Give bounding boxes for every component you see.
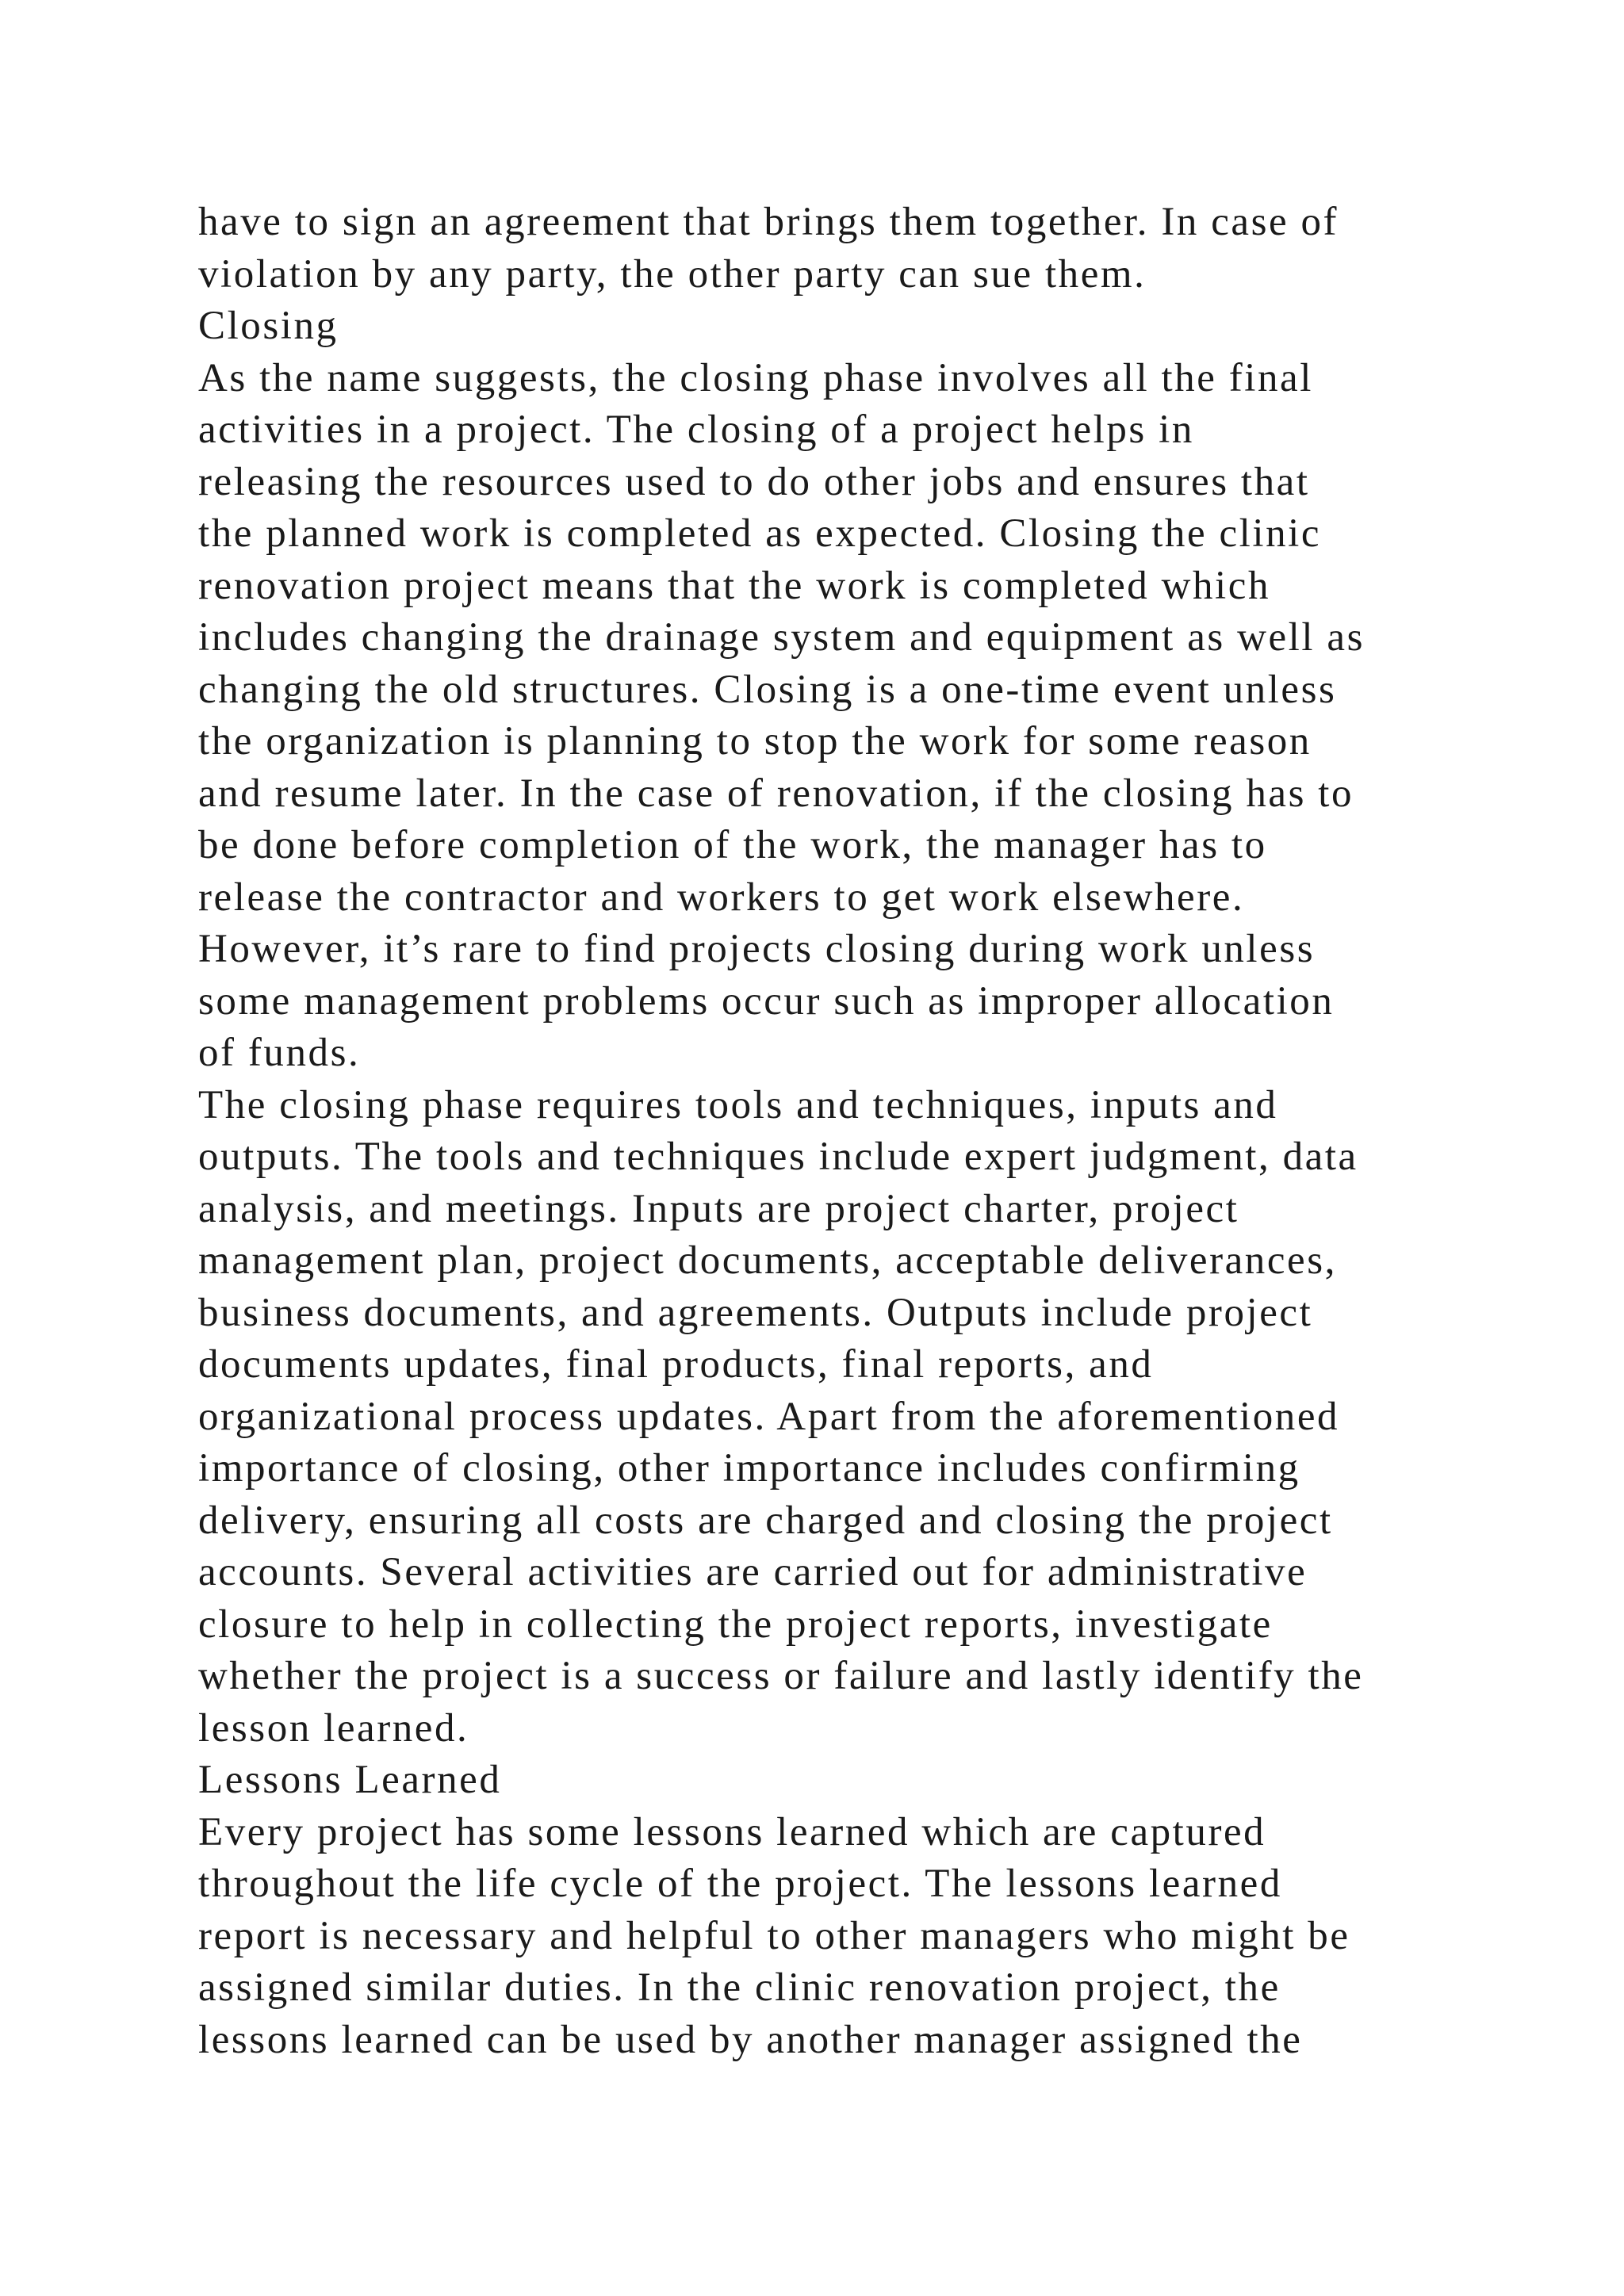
text-line: However, it’s rare to find projects closing during work unless xyxy=(198,927,1316,971)
text-line: business documents, and agreements. Outputs include project xyxy=(198,1290,1313,1335)
text-line: includes changing the drainage system and equipment as well as xyxy=(198,615,1365,660)
text-line: closure to help in collecting the project reports, investigate xyxy=(198,1601,1273,1647)
text-line: accounts. Several activities are carried out for administrative xyxy=(198,1550,1308,1594)
text-line: violation by any party, the other party can sue them. xyxy=(198,251,1147,297)
text-line: activities in a project. The closing of a project helps in xyxy=(198,408,1194,452)
text-line: changing the old structures. Closing is a one-time event unless xyxy=(198,667,1337,712)
text-line: some management problems occur such as improper allocation xyxy=(198,978,1335,1024)
text-line: analysis, and meetings. Inputs are project charter, project xyxy=(198,1186,1239,1231)
text-line: outputs. The tools and techniques include expert judgment, data xyxy=(198,1135,1358,1179)
text-line: of funds. xyxy=(198,1031,361,1075)
text-line: assigned similar duties. In the clinic renovation project, the xyxy=(198,1965,1281,2010)
text-line: Every project has some lessons learned which are captured xyxy=(198,1809,1266,1854)
text-line: report is necessary and helpful to other managers who might be xyxy=(198,1913,1350,1958)
text-line: lesson learned. xyxy=(198,1705,469,1751)
text-line: management plan, project documents, acceptable deliverances, xyxy=(198,1238,1337,1283)
text-line: delivery, ensuring all costs are charged and closing the project xyxy=(198,1498,1333,1543)
text-line: organizational process updates. Apart from the aforementioned xyxy=(198,1394,1340,1439)
section-heading-closing: Closing xyxy=(198,304,339,348)
text-line: renovation project means that the work is completed which xyxy=(198,563,1270,608)
text-line: documents updates, final products, final reports, and xyxy=(198,1342,1154,1387)
body-text xyxy=(198,197,1546,2066)
text-line: releasing the resources used to do other jobs and ensures that xyxy=(198,459,1310,504)
text-line: be done before completion of the work, the manager has to xyxy=(198,823,1267,867)
text-line: throughout the life cycle of the project. The lessons learned xyxy=(198,1862,1282,1906)
text-line: whether the project is a success or failure and lastly identify the xyxy=(198,1654,1364,1698)
text-line: the organization is planning to stop the work for some reason xyxy=(198,719,1312,763)
text-line: have to sign an agreement that brings them together. In case of xyxy=(198,200,1339,244)
text-line: As the name suggests, the closing phase involves all the final xyxy=(198,355,1313,400)
text-line: the planned work is completed as expected. Closing the clinic xyxy=(198,511,1322,556)
text-line: and resume later. In the case of renovation, if the closing has to xyxy=(198,771,1354,816)
section-heading-lessons-learned: Lessons Learned xyxy=(198,1758,502,1802)
text-line: importance of closing, other importance includes confirming xyxy=(198,1446,1300,1490)
text-line: release the contractor and workers to get work elsewhere. xyxy=(198,874,1245,920)
text-line: lessons learned can be used by another manager assigned the xyxy=(198,2017,1303,2062)
text-line: The closing phase requires tools and techniques, inputs and xyxy=(198,1082,1278,1127)
